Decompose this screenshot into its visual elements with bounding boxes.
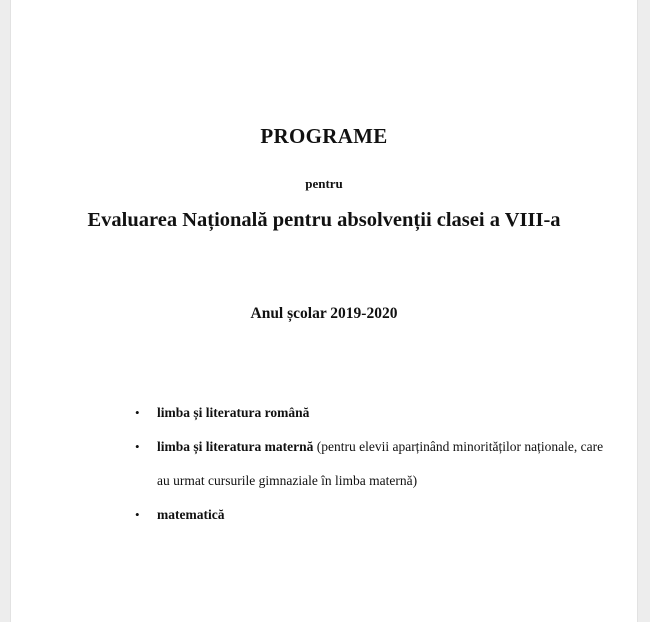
subject-list bbox=[129, 396, 609, 532]
subject-name: limba și literatura română bbox=[157, 405, 310, 420]
subject-name: matematică bbox=[157, 507, 225, 522]
list-item bbox=[129, 430, 609, 498]
document-page bbox=[10, 0, 638, 622]
document-title: PROGRAME bbox=[260, 124, 388, 148]
subject-name: limba și literatura maternă bbox=[157, 439, 314, 454]
document-subtitle: pentru bbox=[305, 176, 343, 191]
bullet-icon: • bbox=[135, 439, 140, 454]
list-item bbox=[129, 498, 609, 532]
school-year: Anul școlar 2019-2020 bbox=[250, 305, 398, 322]
list-item bbox=[129, 396, 609, 430]
bullet-icon: • bbox=[135, 405, 140, 420]
document-heading: Evaluarea Națională pentru absolvenții clasei a VIII-a bbox=[87, 209, 561, 231]
subject-note: (pentru elevii aparținând minorităților naționale, care au urmat cursurile gimnaziale în limba maternă) bbox=[157, 439, 604, 488]
bullet-icon: • bbox=[135, 507, 140, 522]
